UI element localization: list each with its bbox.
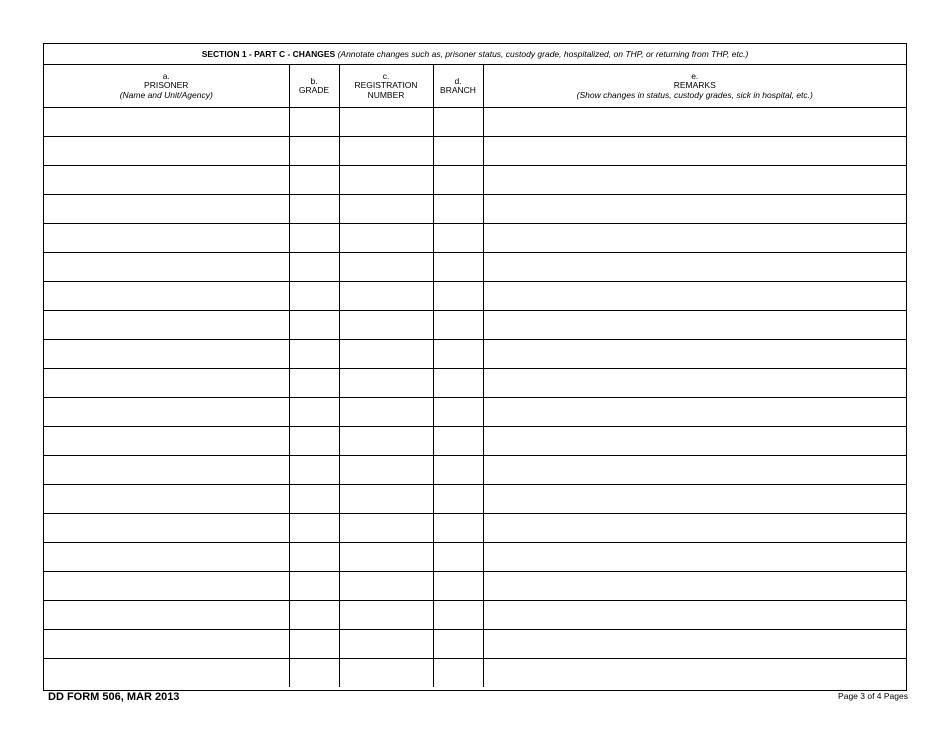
prisoner-cell[interactable]	[44, 282, 289, 311]
table-row	[44, 195, 906, 224]
remarks-cell[interactable]	[483, 485, 906, 514]
registration-number-cell[interactable]	[339, 282, 433, 311]
grade-cell[interactable]	[289, 282, 339, 311]
column-letter: b.	[310, 75, 318, 86]
column-sublabel: (Show changes in status, custody grades, sick in hospital, etc.)	[576, 89, 813, 100]
section-title: SECTION 1 - PART C - CHANGES	[201, 49, 336, 59]
prisoner-cell[interactable]	[44, 427, 289, 456]
registration-number-cell[interactable]	[339, 166, 433, 195]
prisoner-cell[interactable]	[44, 340, 289, 369]
table-row	[44, 572, 906, 601]
registration-number-cell[interactable]	[339, 514, 433, 543]
prisoner-cell[interactable]	[44, 311, 289, 340]
registration-number-cell[interactable]	[339, 224, 433, 253]
prisoner-cell[interactable]	[44, 195, 289, 224]
branch-cell[interactable]	[433, 282, 483, 311]
remarks-cell[interactable]	[483, 137, 906, 166]
table-row	[44, 456, 906, 485]
table-row	[44, 340, 906, 369]
branch-cell[interactable]	[433, 514, 483, 543]
page-number: Page 3 of 4 Pages	[838, 691, 908, 701]
registration-number-cell[interactable]	[339, 601, 433, 630]
grade-cell[interactable]	[289, 137, 339, 166]
table-body	[44, 108, 906, 688]
registration-number-cell[interactable]	[339, 659, 433, 688]
branch-cell[interactable]	[433, 195, 483, 224]
table-row	[44, 108, 906, 137]
column-letter: e.	[691, 70, 699, 81]
table-row	[44, 427, 906, 456]
changes-form	[43, 43, 907, 691]
registration-number-cell[interactable]	[339, 543, 433, 572]
grade-cell[interactable]	[289, 572, 339, 601]
table-row	[44, 253, 906, 282]
remarks-cell[interactable]	[483, 630, 906, 659]
column-sublabel: (Name and Unit/Agency)	[119, 89, 213, 100]
grade-cell[interactable]	[289, 456, 339, 485]
table-row	[44, 282, 906, 311]
registration-number-cell[interactable]	[339, 572, 433, 601]
table-row	[44, 398, 906, 427]
column-label: BRANCH	[440, 85, 476, 95]
remarks-cell[interactable]	[483, 514, 906, 543]
remarks-cell[interactable]	[483, 601, 906, 630]
branch-cell[interactable]	[433, 166, 483, 195]
registration-number-cell[interactable]	[339, 311, 433, 340]
grade-cell[interactable]	[289, 253, 339, 282]
grade-cell[interactable]	[289, 195, 339, 224]
registration-number-cell[interactable]	[339, 456, 433, 485]
table-row	[44, 659, 906, 688]
header-row	[44, 65, 906, 108]
grade-cell[interactable]	[289, 659, 339, 688]
prisoner-cell[interactable]	[44, 369, 289, 398]
registration-number-cell[interactable]	[339, 253, 433, 282]
grade-cell[interactable]	[289, 485, 339, 514]
column-header-remarks	[483, 65, 906, 108]
grade-cell[interactable]	[289, 543, 339, 572]
branch-cell[interactable]	[433, 253, 483, 282]
remarks-cell[interactable]	[483, 456, 906, 485]
remarks-cell[interactable]	[483, 659, 906, 688]
prisoner-cell[interactable]	[44, 485, 289, 514]
remarks-cell[interactable]	[483, 572, 906, 601]
registration-number-cell[interactable]	[339, 195, 433, 224]
prisoner-cell[interactable]	[44, 224, 289, 253]
grade-cell[interactable]	[289, 340, 339, 369]
column-header-branch	[433, 65, 483, 108]
grade-cell[interactable]	[289, 108, 339, 137]
branch-cell[interactable]	[433, 601, 483, 630]
registration-number-cell[interactable]	[339, 485, 433, 514]
column-header-prisoner	[44, 65, 289, 108]
prisoner-cell[interactable]	[44, 543, 289, 572]
remarks-cell[interactable]	[483, 369, 906, 398]
branch-cell[interactable]	[433, 630, 483, 659]
prisoner-cell[interactable]	[44, 253, 289, 282]
column-letter: a.	[162, 70, 170, 81]
registration-number-cell[interactable]	[339, 340, 433, 369]
table-row	[44, 514, 906, 543]
grade-cell[interactable]	[289, 601, 339, 630]
table-row	[44, 630, 906, 659]
table-row	[44, 543, 906, 572]
remarks-cell[interactable]	[483, 195, 906, 224]
prisoner-cell[interactable]	[44, 456, 289, 485]
table-row	[44, 137, 906, 166]
prisoner-cell[interactable]	[44, 108, 289, 137]
branch-cell[interactable]	[433, 369, 483, 398]
column-label: NUMBER	[367, 89, 405, 100]
changes-table	[44, 65, 906, 687]
grade-cell[interactable]	[289, 630, 339, 659]
prisoner-cell[interactable]	[44, 572, 289, 601]
grade-cell[interactable]	[289, 369, 339, 398]
branch-cell[interactable]	[433, 456, 483, 485]
column-label: GRADE	[298, 85, 330, 95]
remarks-cell[interactable]	[483, 108, 906, 137]
prisoner-cell[interactable]	[44, 398, 289, 427]
branch-cell[interactable]	[433, 311, 483, 340]
remarks-cell[interactable]	[483, 282, 906, 311]
table-row	[44, 166, 906, 195]
column-header-grade	[289, 65, 339, 108]
grade-cell[interactable]	[289, 398, 339, 427]
prisoner-cell[interactable]	[44, 137, 289, 166]
branch-cell[interactable]	[433, 543, 483, 572]
remarks-cell[interactable]	[483, 224, 906, 253]
table-row	[44, 311, 906, 340]
registration-number-cell[interactable]	[339, 369, 433, 398]
column-label: REGISTRATION	[354, 80, 418, 91]
remarks-cell[interactable]	[483, 166, 906, 195]
column-letter: c.	[382, 70, 390, 81]
remarks-cell[interactable]	[483, 340, 906, 369]
remarks-cell[interactable]	[483, 398, 906, 427]
branch-cell[interactable]	[433, 659, 483, 688]
branch-cell[interactable]	[433, 137, 483, 166]
prisoner-cell[interactable]	[44, 166, 289, 195]
grade-cell[interactable]	[289, 427, 339, 456]
branch-cell[interactable]	[433, 427, 483, 456]
column-header-registration-number	[339, 65, 433, 108]
registration-number-cell[interactable]	[339, 630, 433, 659]
column-label: PRISONER	[144, 80, 189, 91]
registration-number-cell[interactable]	[339, 137, 433, 166]
prisoner-cell[interactable]	[44, 601, 289, 630]
prisoner-cell[interactable]	[44, 659, 289, 688]
branch-cell[interactable]	[433, 398, 483, 427]
branch-cell[interactable]	[433, 340, 483, 369]
grade-cell[interactable]	[289, 311, 339, 340]
registration-number-cell[interactable]	[339, 398, 433, 427]
branch-cell[interactable]	[433, 485, 483, 514]
registration-number-cell[interactable]	[339, 108, 433, 137]
column-label: REMARKS	[673, 80, 716, 91]
table-row	[44, 369, 906, 398]
remarks-cell[interactable]	[483, 311, 906, 340]
section-note: (Annotate changes such as, prisoner status, custody grade, hospitalized, on THP, or returning from THP, etc.)	[337, 49, 749, 59]
form-identifier: DD FORM 506, MAR 2013	[48, 691, 180, 703]
branch-cell[interactable]	[433, 572, 483, 601]
remarks-cell[interactable]	[483, 543, 906, 572]
grade-cell[interactable]	[289, 224, 339, 253]
grade-cell[interactable]	[289, 166, 339, 195]
column-letter: d.	[454, 75, 462, 86]
branch-cell[interactable]	[433, 224, 483, 253]
remarks-cell[interactable]	[483, 427, 906, 456]
remarks-cell[interactable]	[483, 253, 906, 282]
branch-cell[interactable]	[433, 108, 483, 137]
prisoner-cell[interactable]	[44, 514, 289, 543]
registration-number-cell[interactable]	[339, 427, 433, 456]
section-header	[44, 44, 906, 65]
table-row	[44, 485, 906, 514]
grade-cell[interactable]	[289, 514, 339, 543]
prisoner-cell[interactable]	[44, 630, 289, 659]
table-row	[44, 224, 906, 253]
table-row	[44, 601, 906, 630]
